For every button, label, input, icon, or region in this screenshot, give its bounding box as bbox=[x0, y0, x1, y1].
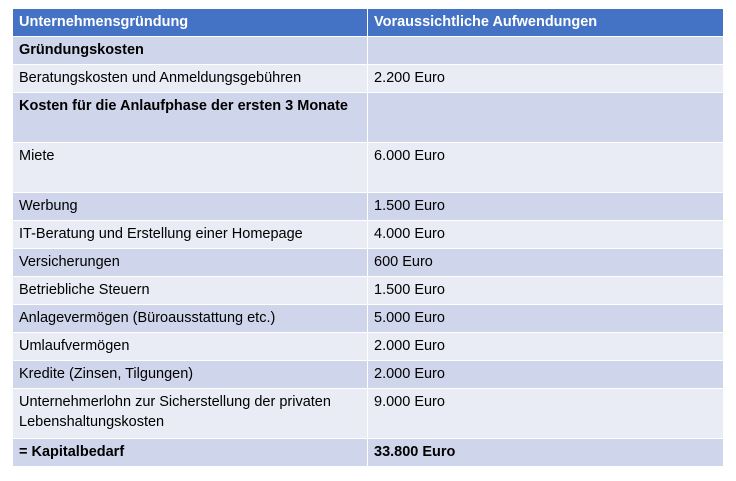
row-label: Kredite (Zinsen, Tilgungen) bbox=[13, 361, 368, 389]
row-value: 5.000 Euro bbox=[368, 305, 724, 333]
row-value bbox=[368, 93, 724, 143]
table-row bbox=[13, 193, 724, 221]
section-row-startup-phase bbox=[13, 93, 724, 143]
row-value: 1.500 Euro bbox=[368, 193, 724, 221]
row-label: IT-Beratung und Erstellung einer Homepage bbox=[13, 221, 368, 249]
row-label: Werbung bbox=[13, 193, 368, 221]
row-label: Umlaufvermögen bbox=[13, 333, 368, 361]
row-label: Anlagevermögen (Büroausstattung etc.) bbox=[13, 305, 368, 333]
table-header-row bbox=[13, 9, 724, 37]
row-label: Beratungskosten und Anmeldungsgebühren bbox=[13, 65, 368, 93]
row-value: 600 Euro bbox=[368, 249, 724, 277]
row-value: 9.000 Euro bbox=[368, 389, 724, 439]
section-row-founding-costs bbox=[13, 37, 724, 65]
total-label: = Kapitalbedarf bbox=[13, 439, 368, 467]
table-row bbox=[13, 333, 724, 361]
row-value: 2.000 Euro bbox=[368, 361, 724, 389]
header-founding: Unternehmensgründung bbox=[13, 9, 368, 37]
table-row bbox=[13, 143, 724, 193]
row-value: 4.000 Euro bbox=[368, 221, 724, 249]
row-label: Kosten für die Anlaufphase der ersten 3 Monate bbox=[13, 93, 368, 143]
row-label: Miete bbox=[13, 143, 368, 193]
row-label: Gründungskosten bbox=[13, 37, 368, 65]
table-row bbox=[13, 277, 724, 305]
header-expected-expenses: Voraussichtliche Aufwendungen bbox=[368, 9, 724, 37]
row-value: 2.200 Euro bbox=[368, 65, 724, 93]
table-row bbox=[13, 389, 724, 439]
row-value bbox=[368, 37, 724, 65]
row-value: 1.500 Euro bbox=[368, 277, 724, 305]
table-row bbox=[13, 361, 724, 389]
table-row bbox=[13, 249, 724, 277]
row-value: 6.000 Euro bbox=[368, 143, 724, 193]
total-value: 33.800 Euro bbox=[368, 439, 724, 467]
table-row bbox=[13, 221, 724, 249]
row-label: Betriebliche Steuern bbox=[13, 277, 368, 305]
cost-table bbox=[12, 8, 724, 467]
table-row bbox=[13, 65, 724, 93]
total-row-capital-requirement bbox=[13, 439, 724, 467]
row-label: Unternehmerlohn zur Sicherstellung der privaten Lebenshaltungskosten bbox=[13, 389, 368, 439]
row-value: 2.000 Euro bbox=[368, 333, 724, 361]
table-row bbox=[13, 305, 724, 333]
row-label: Versicherungen bbox=[13, 249, 368, 277]
